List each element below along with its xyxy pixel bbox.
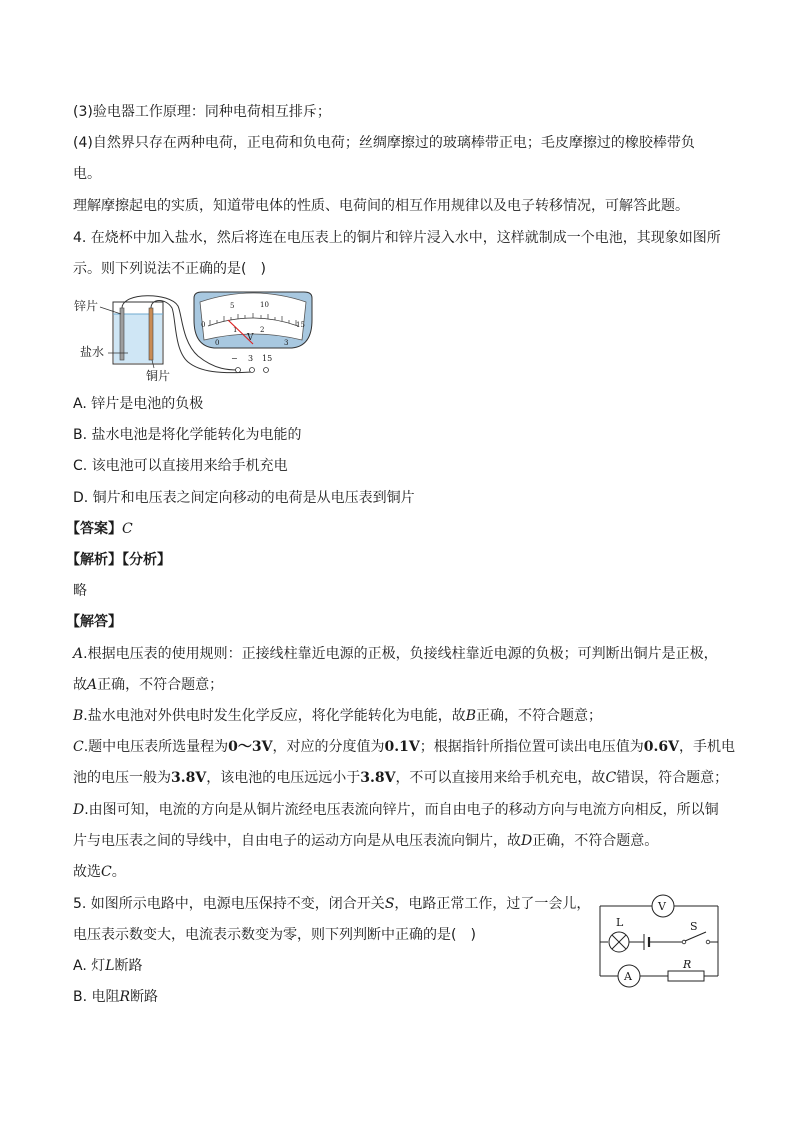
ammeter-label: A — [624, 970, 632, 983]
scale-lower-1: 1 — [233, 326, 238, 334]
resistor-symbol — [668, 971, 704, 981]
salt-water-label: 盐水 — [80, 345, 105, 359]
prev-line-3: (3)验电器工作原理：同种电荷相互排斥； — [73, 104, 331, 120]
q5-option-a: A. 灯L断路 — [73, 958, 143, 974]
q5-stem-b: 电压表示数变大，电流表示数变为零，则下列判断中正确的是( ) — [73, 927, 476, 943]
answer-label: 【答案】 — [66, 521, 122, 537]
sol-choose: 故选C。 — [73, 864, 126, 880]
scale-lower-0: 0 — [215, 339, 220, 347]
q4-solution-label: 【解答】 — [66, 614, 122, 630]
q5-stem-a: 5. 如图所示电路中，电源电压保持不变，闭合开关S，电路正常工作，过了一会儿， — [73, 896, 591, 912]
scale-upper-15: 15 — [296, 321, 305, 329]
q4-stem-b: 示。则下列说法不正确的是( ) — [73, 261, 266, 277]
sol-b-line: B.盐水电池对外供电时发生化学反应，将化学能转化为电能，故B正确，不符合题意； — [73, 708, 603, 724]
q4-answer — [66, 519, 133, 539]
scale-upper-5: 5 — [230, 302, 235, 310]
copper-plate — [149, 308, 153, 360]
prev-line-4b: 电。 — [73, 166, 101, 182]
q5-option-b: B. 电阻R断路 — [73, 989, 159, 1005]
answer-value: C — [122, 521, 133, 537]
q4-option-c: C. 该电池可以直接用来给手机充电 — [73, 458, 288, 474]
zinc-label: 锌片 — [74, 299, 99, 313]
sol-c-line1: C.题中电压表所选量程为0～3V，对应的分度值为0.1V；根据指针所指位置可读出电压值为0.6V，手机电 — [73, 739, 735, 755]
terminal-3: 3 — [248, 354, 254, 363]
q4-option-b: B. 盐水电池是将化学能转化为电能的 — [73, 427, 302, 443]
switch-label: S — [690, 920, 698, 933]
sol-a-line1: A.根据电压表的使用规则：正接线柱靠近电源的正极，负接线柱靠近电源的负极；可判断出铜片是正极， — [73, 646, 718, 662]
scale-lower-2: 2 — [260, 326, 265, 334]
switch-blade — [685, 932, 706, 941]
sol-a-line2: 故A正确，不符合题意； — [73, 677, 224, 693]
circuit-diagram — [590, 892, 730, 992]
resistor-label: R — [683, 958, 692, 971]
q4-option-d: D. 铜片和电压表之间定向移动的电荷是从电压表到铜片 — [73, 490, 415, 506]
terminal-minus: − — [231, 354, 238, 363]
copper-label: 铜片 — [146, 369, 171, 383]
q4-stem-a: 4. 在烧杯中加入盐水，然后将连在电压表上的铜片和锌片浸入水中，这样就制成一个电池，其现象如图所 — [73, 230, 721, 246]
prev-line-4a: (4)自然界只存在两种电荷，正电荷和负电荷；丝绸摩擦过的玻璃棒带正电；毛皮摩擦过的橡胶棒带负 — [73, 135, 695, 151]
battery-voltmeter-figure — [70, 290, 330, 385]
q4-analysis-text: 略 — [73, 583, 87, 599]
sol-d-line1: D.由图可知，电流的方向是从铜片流经电压表流向锌片，而自由电子的移动方向与电流方向相反，所以铜 — [73, 802, 719, 818]
terminal-15: 15 — [262, 354, 273, 363]
sol-d-line2: 片与电压表之间的导线中，自由电子的运动方向是从电压表流向铜片，故D正确，不符合题意。 — [73, 833, 659, 849]
sol-c-line2: 池的电压一般为3.8V，该电池的电压远远小于3.8V，不可以直接用来给手机充电，故C错误，符合题意； — [73, 770, 729, 786]
voltmeter-label: V — [658, 900, 666, 913]
lamp-label: L — [616, 916, 624, 929]
scale-upper-10: 10 — [260, 301, 269, 309]
unit-label: V — [247, 333, 254, 343]
scale-upper-0: 0 — [201, 321, 206, 329]
q4-analysis-label: 【解析】【分析】 — [66, 552, 171, 568]
zinc-plate — [120, 308, 124, 360]
scale-lower-3: 3 — [284, 339, 289, 347]
prev-summary: 理解摩擦起电的实质，知道带电体的性质、电荷间的相互作用规律以及电子转移情况，可解答此题。 — [73, 198, 689, 214]
q4-option-a: A. 锌片是电池的负极 — [73, 396, 204, 412]
